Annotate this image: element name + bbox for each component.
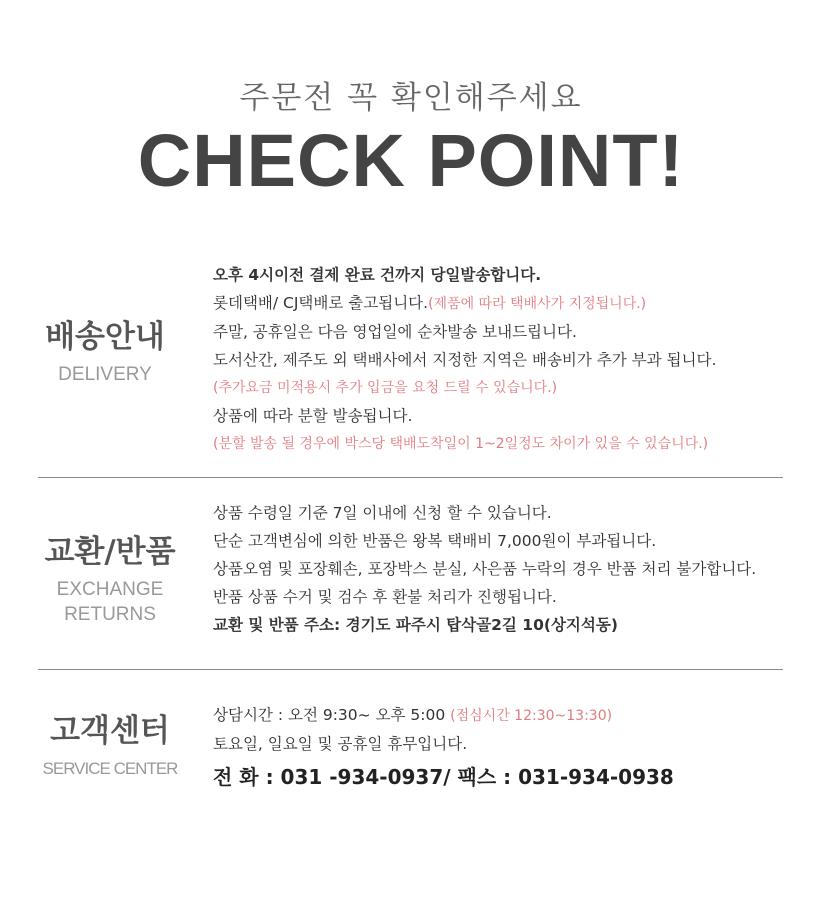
exchange-line-3: 상품오염 및 포장훼손, 포장박스 분실, 사은품 누락의 경우 반품 처리 불가합니다. [213, 560, 757, 578]
delivery-line-1: 오후 4시이전 결제 완료 건까지 당일발송합니다. [213, 266, 542, 284]
service-lunch-note: (점심시간 12:30~13:30) [450, 708, 613, 724]
service-line-1 [213, 701, 803, 730]
section-divider [38, 669, 783, 670]
delivery-line-3: 주말, 공휴일은 다음 영업일에 순차발송 보내드립니다. [213, 323, 577, 341]
service-title-ko: 고객센터 [50, 713, 170, 749]
page-subtitle: 주문전 꼭 확인해주세요 [239, 80, 583, 116]
service-section-body [213, 701, 803, 794]
exchange-line-1: 상품 수령일 기준 7일 이내에 신청 할 수 있습니다. [213, 504, 552, 522]
exchange-address: 교환 및 반품 주소: 경기도 파주시 탑삭골2길 10(상지석동) [213, 616, 618, 634]
exchange-line-4: 반품 상품 수거 및 검수 후 환불 처리가 진행됩니다. [213, 588, 557, 606]
service-line-2: 토요일, 일요일 및 공휴일 휴무입니다. [213, 735, 468, 753]
delivery-line-2 [213, 289, 803, 318]
service-phone-fax: 전 화 : 031 -934-0937/ 팩스 : 031-934-0938 [213, 765, 674, 789]
delivery-line-2-note: (제품에 따라 택배사가 지정됩니다.) [428, 296, 647, 312]
delivery-section-heading [30, 318, 180, 387]
delivery-line-5: (추가요금 미적용시 추가 입금을 요청 드릴 수 있습니다.) [213, 380, 558, 396]
exchange-title-ko: 교환/반품 [44, 534, 176, 570]
delivery-line-6: 상품에 따라 분할 발송됩니다. [213, 407, 413, 425]
delivery-line-2-text: 롯데택배/ CJ택배로 출고됩니다. [213, 294, 429, 312]
page-title: CHECK POINT! [137, 119, 685, 202]
service-section-heading [35, 712, 185, 781]
delivery-title-en: DELIVERY [58, 364, 152, 385]
service-title-en: SERVICE CENTER [42, 759, 178, 778]
exchange-line-2: 단순 고객변심에 의한 반품은 왕복 택배비 7,000원이 부과됩니다. [213, 532, 657, 550]
exchange-section-heading [35, 533, 185, 627]
delivery-section-body [213, 261, 803, 458]
exchange-section-body [213, 499, 803, 639]
service-hours: 상담시간 : 오전 9:30~ 오후 5:00 [213, 706, 451, 724]
exchange-title-en-1: EXCHANGE [56, 579, 164, 600]
delivery-line-7: (분할 발송 될 경우에 박스당 택배도착일이 1~2일정도 차이가 있을 수 있습니다.) [213, 436, 709, 452]
delivery-title-ko: 배송안내 [45, 319, 165, 355]
delivery-line-4: 도서산간, 제주도 외 택배사에서 지정한 지역은 배송비가 추가 부과 됩니다. [213, 351, 717, 369]
exchange-title-en-2: RETURNS [64, 604, 156, 625]
section-divider [38, 477, 783, 478]
